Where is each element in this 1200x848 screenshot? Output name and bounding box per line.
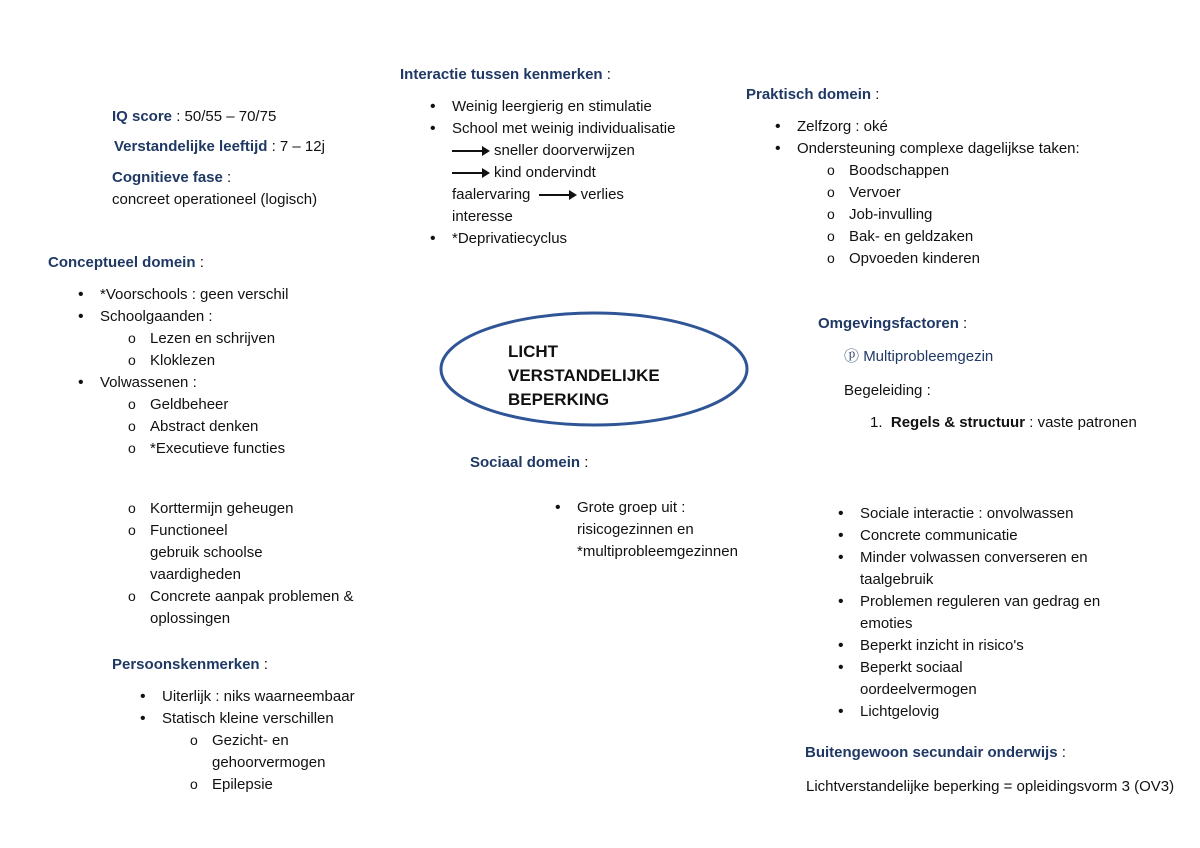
list-item: • Sociale interactie : onvolwassen <box>860 503 1145 525</box>
sub-list-item: o Abstract denken <box>150 416 380 438</box>
sub-list-item: o Opvoeden kinderen <box>849 248 1177 270</box>
list-item: • Uiterlijk : niks waarneembaar <box>162 686 402 708</box>
practical-domain-heading: Praktisch domein : <box>746 86 880 103</box>
practical-domain-list <box>797 116 1177 270</box>
sub-list-item: o Epilepsie <box>212 774 362 796</box>
personal-traits-list <box>162 686 402 796</box>
list-item: • Statisch kleine verschillen o Gezicht- en gehoorvermogen o Epilepsie <box>162 708 402 796</box>
cognitive-phase: Cognitieve fase : concreet operationeel (logisch) <box>112 169 318 208</box>
list-item: • Minder volwassen converseren en taalgebruik <box>860 547 1145 591</box>
mental-age-line: Verstandelijke leeftijd : 7 – 12j <box>114 138 325 155</box>
list-item: • Grote groep uit : risicogezinnen en *multiprobleemgezinnen <box>577 497 777 563</box>
social-domain-left-list <box>577 497 777 563</box>
sub-list-item: o *Executieve functies <box>150 438 380 460</box>
list-item: • Beperkt inzicht in risico's <box>860 635 1145 657</box>
sub-list-item: o Lezen en schrijven <box>150 328 380 350</box>
list-item: • Volwassenen : o Geldbeheer o Abstract denken o *Executieve functies <box>100 372 380 460</box>
list-item: • *Deprivatiecyclus <box>452 228 742 250</box>
multiproblem-line: ⓟ Multiprobleemgezin <box>844 348 994 365</box>
list-item: • Problemen reguleren van gedrag en emoties <box>860 591 1130 635</box>
numbered-item: 1. Regels & structuur : vaste patronen <box>870 414 1137 431</box>
sub-list-item: o Job-invulling <box>849 204 1177 226</box>
list-item: • Zelfzorg : oké <box>797 116 1177 138</box>
sub-list-item: o Boodschappen <box>849 160 1177 182</box>
sub-list-item: o Concrete aanpak problemen & oplossingen <box>150 586 365 630</box>
conceptual-domain-list <box>100 284 380 460</box>
conceptual-domain-heading: Conceptueel domein : <box>48 254 204 271</box>
sub-list-item: o Bak- en geldzaken <box>849 226 1177 248</box>
arrow-right-icon <box>452 172 488 174</box>
sub-list-item: o Geldbeheer <box>150 394 380 416</box>
arrow-right-icon <box>539 194 575 196</box>
sub-list-item: o Korttermijn geheugen <box>150 498 365 520</box>
special-education-heading: Buitengewoon secundair onderwijs : <box>805 744 1066 761</box>
circled-p-icon: ⓟ <box>844 348 860 365</box>
guidance-label: Begeleiding : <box>844 382 931 399</box>
sub-list-item: o Functioneel gebruik schoolse vaardigheden <box>150 520 280 586</box>
social-domain-heading: Sociaal domein : <box>470 454 589 471</box>
sub-list-item: o Gezicht- en gehoorvermogen <box>212 730 362 774</box>
interaction-list <box>452 96 742 250</box>
social-domain-right-list <box>860 503 1145 723</box>
iq-score-line: IQ score : 50/55 – 70/75 <box>112 108 277 125</box>
list-item: • Schoolgaanden : o Lezen en schrijven o Kloklezen <box>100 306 380 372</box>
list-item: • Lichtgelovig <box>860 701 1145 723</box>
central-title: LICHT VERSTANDELIJKE BEPERKING <box>508 342 660 409</box>
list-item: • Ondersteuning complexe dagelijkse taken: o Boodschappen o Vervoer o Job-invulling o Bak- en geldzaken o Opvoeden kinderen <box>797 138 1177 270</box>
conceptual-domain-more <box>150 498 365 630</box>
environment-heading: Omgevingsfactoren : <box>818 315 968 332</box>
list-item: • Beperkt sociaal oordeelvermogen <box>860 657 1060 701</box>
list-item: • *Voorschools : geen verschil <box>100 284 380 306</box>
special-education-text: Lichtverstandelijke beperking = opleidingsvorm 3 (OV3) <box>806 778 1175 795</box>
personal-traits-heading: Persoonskenmerken : <box>112 656 268 673</box>
arrow-right-icon <box>452 150 488 152</box>
interaction-heading: Interactie tussen kenmerken : <box>400 66 611 83</box>
list-item: • Concrete communicatie <box>860 525 1145 547</box>
sub-list-item: o Kloklezen <box>150 350 380 372</box>
list-item: • Weinig leergierig en stimulatie <box>452 96 742 118</box>
list-item: • School met weinig individualisatie sneller doorverwijzen kind ondervindt faalervaring verlies interesse <box>452 118 742 228</box>
sub-list-item: o Vervoer <box>849 182 1177 204</box>
